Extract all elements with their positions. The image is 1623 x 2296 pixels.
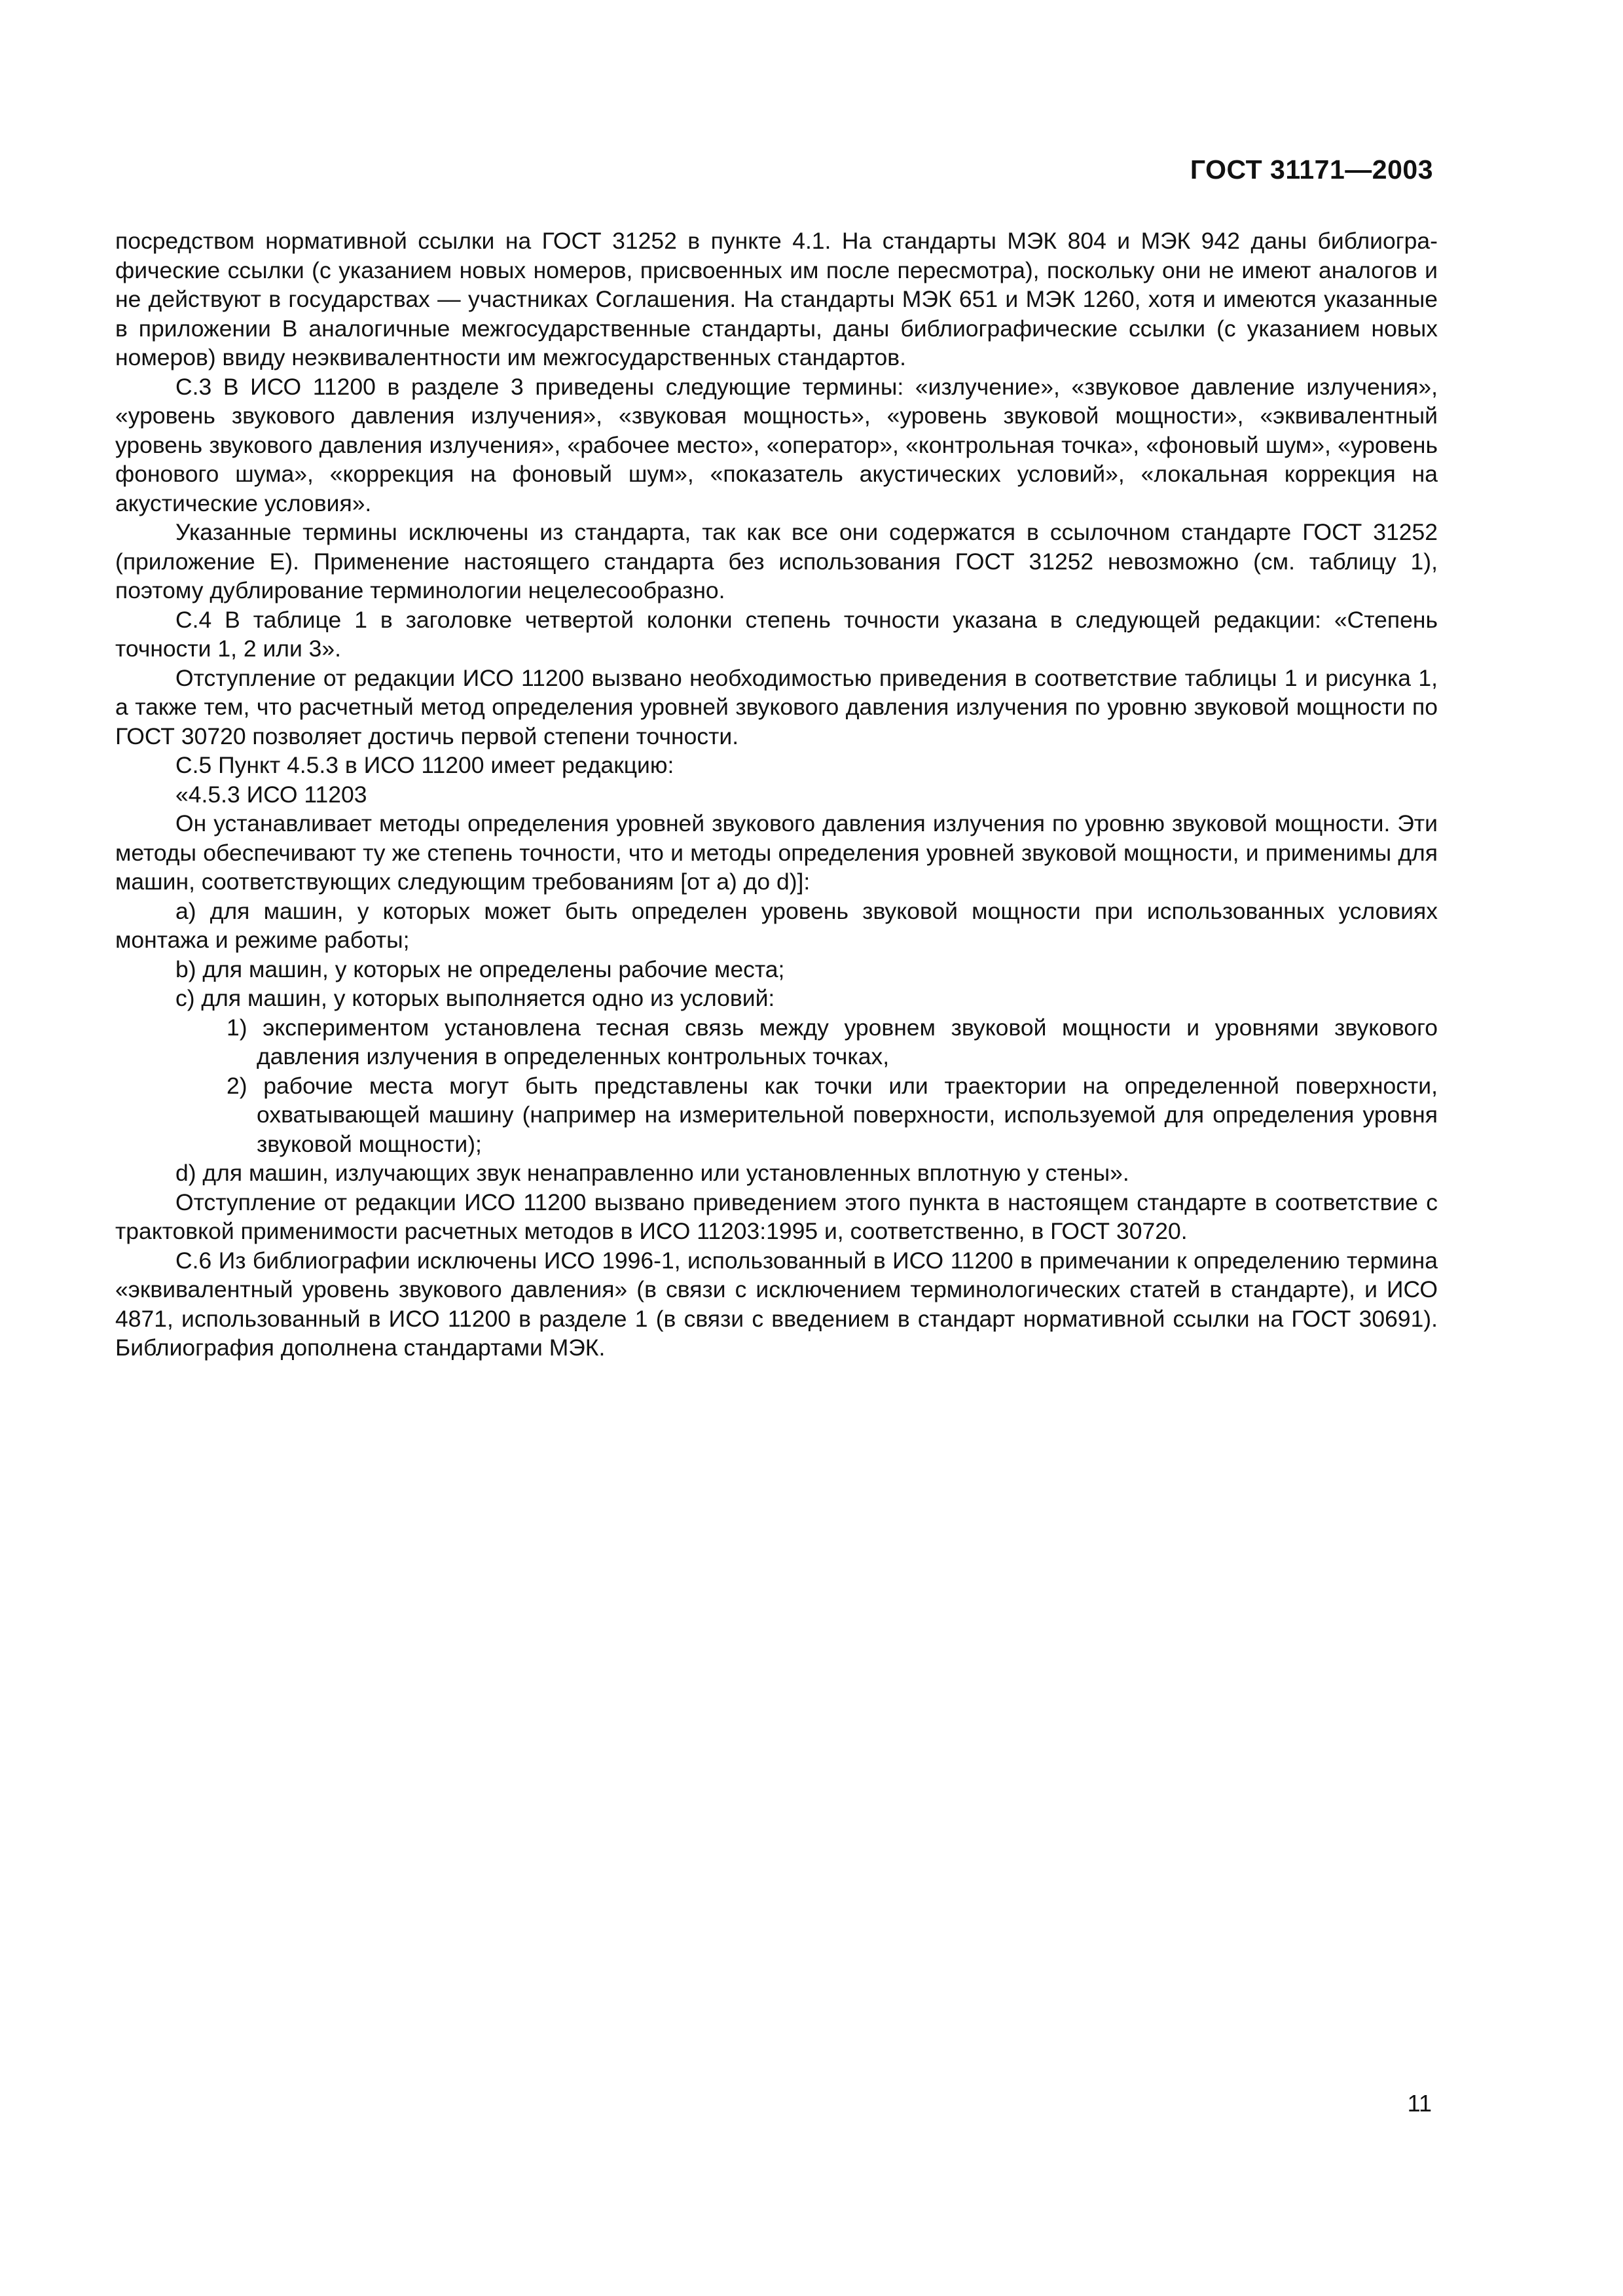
page-number: 11 (1407, 2090, 1432, 2117)
list-item-c: с) для машин, у которых выполняется одно из условий: (175, 985, 775, 1011)
document-code-header: ГОСТ 31171—2003 (1190, 154, 1433, 185)
paragraph-c4: С.4 В таблице 1 в заголовке четвертой колонки степень точности указана в следующей редакции: «Степень точности 1, 2 или 3». (115, 606, 1438, 662)
paragraph-deviation-table: Отступление от редакции ИСО 11200 вызвано необходимостью приведения в соответствие таблицы 1 и рисунка 1, а также тем, что расчетный метод определения уровней звукового давления излучения по уровню звуковой мощности по ГОСТ 30720 позволяет достичь первой степени точности. (115, 664, 1438, 749)
paragraph-c5: С.5 Пункт 4.5.3 в ИСО 11200 имеет редакцию: (175, 752, 674, 778)
paragraph-continuation: посредством нормативной ссылки на ГОСТ 31252 в пункте 4.1. На стандарты МЭК 804 и МЭК 942 даны библиографические ссылки (с указанием новых номеров, присвоенных им после пересмотра), поскольку они не имеют аналогов и не действуют в государствах — участниках Соглашения. На стандарты МЭК 651 и МЭК 1260, хотя и имеются указанные в приложении В аналогичные межгосударственные стандарты, даны библиографические ссылки (с указанием новых номеров) ввиду неэквивалентности им межгосударственных стандартов. (115, 228, 1438, 370)
sub-list-item-1: 1) экспериментом установлена тесная связь между уровнем звуковой мощности и уровнями звукового давления излучения в определенных контрольных точках, (227, 1014, 1438, 1069)
paragraph-terms-excluded: Указанные термины исключены из стандарта, так как все они содержатся в ссылочном стандарте ГОСТ 31252 (приложение Е). Применение настоящего стандарта без использования ГОСТ 31252 невозможно (см. таблицу 1), поэтому дублирование терминологии нецелесообразно. (115, 519, 1438, 603)
paragraph-c3: С.3 В ИСО 11200 в разделе 3 приведены следующие термины: «излучение», «звуковое давление излучения», «уровень звукового давления излучения», «звуковая мощность», «уровень звуковой мощности», «эквивалентный уровень звукового давления излучения», «рабочее место», «оператор», «контрольная точка», «фоновый шум», «уровень фонового шума», «коррекция на фоновый шум», «показатель акустических условий», «локальная коррекция на акустические условия». (115, 373, 1438, 516)
paragraph-quote-heading: «4.5.3 ИСО 11203 (175, 781, 367, 808)
list-item-d: d) для машин, излучающих звук ненаправленно или установленных вплотную у стены». (175, 1160, 1129, 1186)
sub-list-item-2: 2) рабочие места могут быть представлены как точки или траектории на определенной поверхности, охватывающей машину (например на измерительной поверхности, используемой для определения уровня звуковой мощности); (227, 1072, 1438, 1157)
paragraph-deviation-clause: Отступление от редакции ИСО 11200 вызвано приведением этого пункта в настоящем стандарте в соответствие с трактовкой применимости расчетных методов в ИСО 11203:1995 и, соответственно, в ГОСТ 30720. (115, 1189, 1438, 1244)
document-body (115, 226, 1438, 1363)
list-item-a: а) для машин, у которых может быть определен уровень звуковой мощности при использованных условиях монтажа и режиме работы; (115, 897, 1438, 953)
paragraph-c6: С.6 Из библиографии исключены ИСО 1996-1, использованный в ИСО 11200 в примечании к определению термина «эквивалентный уровень звукового давления» (в связи с исключением терминологических статей в стандарте), и ИСО 4871, использованный в ИСО 11200 в разделе 1 (в связи с введением в стандарт нормативной ссылки на ГОСТ 30691). Библиография дополнена стандартами МЭК. (115, 1247, 1438, 1361)
list-item-b: b) для машин, у которых не определены рабочие места; (175, 956, 785, 982)
paragraph-quote-methods: Он устанавливает методы определения уровней звукового давления излучения по уровню звуковой мощности. Эти методы обеспечивают ту же степень точности, что и методы определения уровней звуковой мощности, и применимы для машин, соответствующих следующим требованиям [от а) до d)]: (115, 810, 1438, 895)
